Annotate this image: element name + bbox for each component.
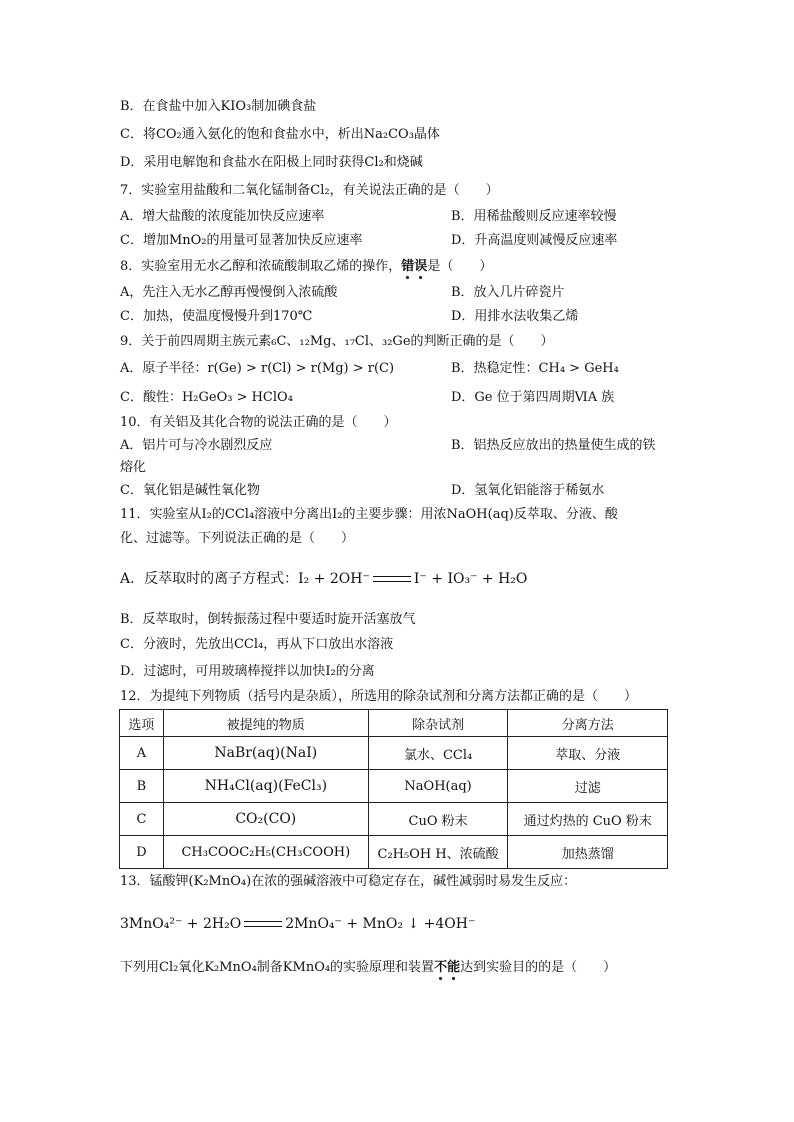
q8-stem-text: 8．实验室用无水乙醇和浓硫酸制取乙烯的操作， xyxy=(120,259,402,274)
q6-option-b: B．在食盐中加入KIO₃制加碘食盐 xyxy=(120,99,317,114)
q7-stem: 7．实验室用盐酸和二氧化锰制备Cl₂，有关说法正确的是（ ） xyxy=(120,183,499,198)
q6-option-c: C．将CO₂通入氨化的饱和食盐水中，析出Na₂CO₃晶体 xyxy=(120,127,440,142)
table-cell: 加热蒸馏 xyxy=(508,836,668,869)
table-row xyxy=(120,803,668,836)
q13-emphasis-char: 能 xyxy=(447,960,461,975)
table-header-cell: 选项 xyxy=(120,710,164,737)
q11-option-a-label: A．反萃取时的离子方程式： xyxy=(120,571,299,587)
table-header-cell: 除杂试剂 xyxy=(368,710,508,737)
q10-option-d: D．氢氧化铝能溶于稀氨水 xyxy=(451,483,605,498)
q8-option-c: C．加热，使温度慢慢升到170℃ xyxy=(120,309,313,324)
q11-option-c: C．分液时，先放出CCl₄，再从下口放出水溶液 xyxy=(120,637,394,652)
table-cell: A xyxy=(120,737,164,770)
table-cell: NaBr(aq)(NaI) xyxy=(163,737,368,770)
table-cell: 过滤 xyxy=(508,770,668,803)
q7-option-a: A．增大盐酸的浓度能加快反应速率 xyxy=(120,209,325,224)
q10-option-b: B．铝热反应放出的热量使生成的铁 xyxy=(451,438,656,453)
q11-equation-rhs: I⁻ + IO₃⁻ + H₂O xyxy=(413,571,528,587)
q11-option-a xyxy=(120,570,527,588)
q8-emphasis-char: 误 xyxy=(414,259,428,274)
q9-option-c: C．酸性：H₂GeO₃ > HClO₄ xyxy=(120,390,293,405)
q10-stem: 10．有关铝及其化合物的说法正确的是（ ） xyxy=(120,415,397,430)
table-header-cell: 分离方法 xyxy=(508,710,668,737)
q7-option-d: D．升高温度则减慢反应速率 xyxy=(451,233,618,248)
q12-stem: 12．为提纯下列物质（括号内是杂质），所选用的除杂试剂和分离方法都正确的是（ ） xyxy=(120,689,638,704)
q7-option-c: C．增加MnO₂的用量可显著加快反应速率 xyxy=(120,233,363,248)
q9-option-a: A．原子半径：r(Ge) > r(Cl) > r(Mg) > r(C) xyxy=(120,361,395,376)
table-cell: C₂H₅OH H、浓硫酸 xyxy=(368,836,508,869)
q13-stem: 13．锰酸钾(K₂MnO₄)在浓的强碱溶液中可稳定存在，碱性减弱时易发生反应： xyxy=(120,874,577,889)
table-row xyxy=(120,770,668,803)
equals-sign-icon xyxy=(373,576,411,582)
table-cell: CH₃COOC₂H₅(CH₃COOH) xyxy=(163,836,368,869)
q11-equation-lhs: I₂ + 2OH⁻ xyxy=(298,571,370,587)
q8-option-d: D．用排水法收集乙烯 xyxy=(451,309,579,324)
q13-question-end: 达到实验目的的是（ ） xyxy=(460,960,617,975)
q13-question-text: 下列用Cl₂氧化K₂MnO₄制备KMnO₄的实验原理和装置 xyxy=(120,960,435,975)
table-cell: B xyxy=(120,770,164,803)
equals-sign-icon xyxy=(244,921,282,927)
q11-option-b: B．反萃取时，倒转振荡过程中要适时旋开活塞放气 xyxy=(120,612,416,627)
q8-option-b: B．放入几片碎瓷片 xyxy=(451,285,565,300)
q9-stem: 9．关于前四周期主族元素₆C、₁₂Mg、₁₇Cl、₃₂Ge的判断正确的是（ ） xyxy=(120,334,554,349)
table-cell: CuO 粉末 xyxy=(368,803,508,836)
q8-option-a: A，先注入无水乙醇再慢慢倒入浓硫酸 xyxy=(120,285,338,300)
q13-equation xyxy=(120,915,475,933)
q13-question xyxy=(120,959,616,977)
q13-equation-lhs: 3MnO₄²⁻ + 2H₂O xyxy=(120,916,242,932)
q6-option-d: D．采用电解饱和食盐水在阳极上同时获得Cl₂和烧碱 xyxy=(120,155,423,170)
table-cell: C xyxy=(120,803,164,836)
q9-option-b: B．热稳定性：CH₄ > GeH₄ xyxy=(451,361,619,376)
table-header-row xyxy=(120,710,668,737)
table-cell: 氯水、CCl₄ xyxy=(368,737,508,770)
q11-stem-line1: 11．实验室从I₂的CCl₄溶液中分离出I₂的主要步骤：用浓NaOH(aq)反萃取、分液、酸 xyxy=(120,507,618,522)
q8-emphasis-char: 错 xyxy=(401,259,415,274)
q13-equation-rhs: 2MnO₄⁻ + MnO₂ ↓ +4OH⁻ xyxy=(285,916,476,932)
table-cell: NH₄Cl(aq)(FeCl₃) xyxy=(163,770,368,803)
table-cell: CO₂(CO) xyxy=(163,803,368,836)
q9-option-d: D．Ge 位于第四周期ⅥA 族 xyxy=(451,390,615,405)
q13-emphasis-char: 不 xyxy=(434,960,448,975)
table-row xyxy=(120,737,668,770)
q10-option-a: A．铝片可与冷水剧烈反应 xyxy=(120,438,273,453)
q8-stem xyxy=(120,258,492,276)
q11-option-d: D．过滤时，可用玻璃棒搅拌以加快I₂的分离 xyxy=(120,664,375,679)
table-cell: D xyxy=(120,836,164,869)
q10-option-c: C．氧化铝是碱性氧化物 xyxy=(120,483,260,498)
table-row xyxy=(120,836,668,869)
q11-stem-line2: 化、过滤等。下列说法正确的是（ ） xyxy=(120,531,355,546)
q12-table xyxy=(119,709,668,869)
q8-stem-end: 是（ ） xyxy=(427,259,493,274)
q7-option-b: B．用稀盐酸则反应速率较慢 xyxy=(451,209,617,224)
table-header-cell: 被提纯的物质 xyxy=(163,710,368,737)
table-cell: 萃取、分液 xyxy=(508,737,668,770)
table-cell: 通过灼热的 CuO 粉末 xyxy=(508,803,668,836)
table-cell: NaOH(aq) xyxy=(368,770,508,803)
q10-option-b-wrap: 熔化 xyxy=(120,460,147,475)
